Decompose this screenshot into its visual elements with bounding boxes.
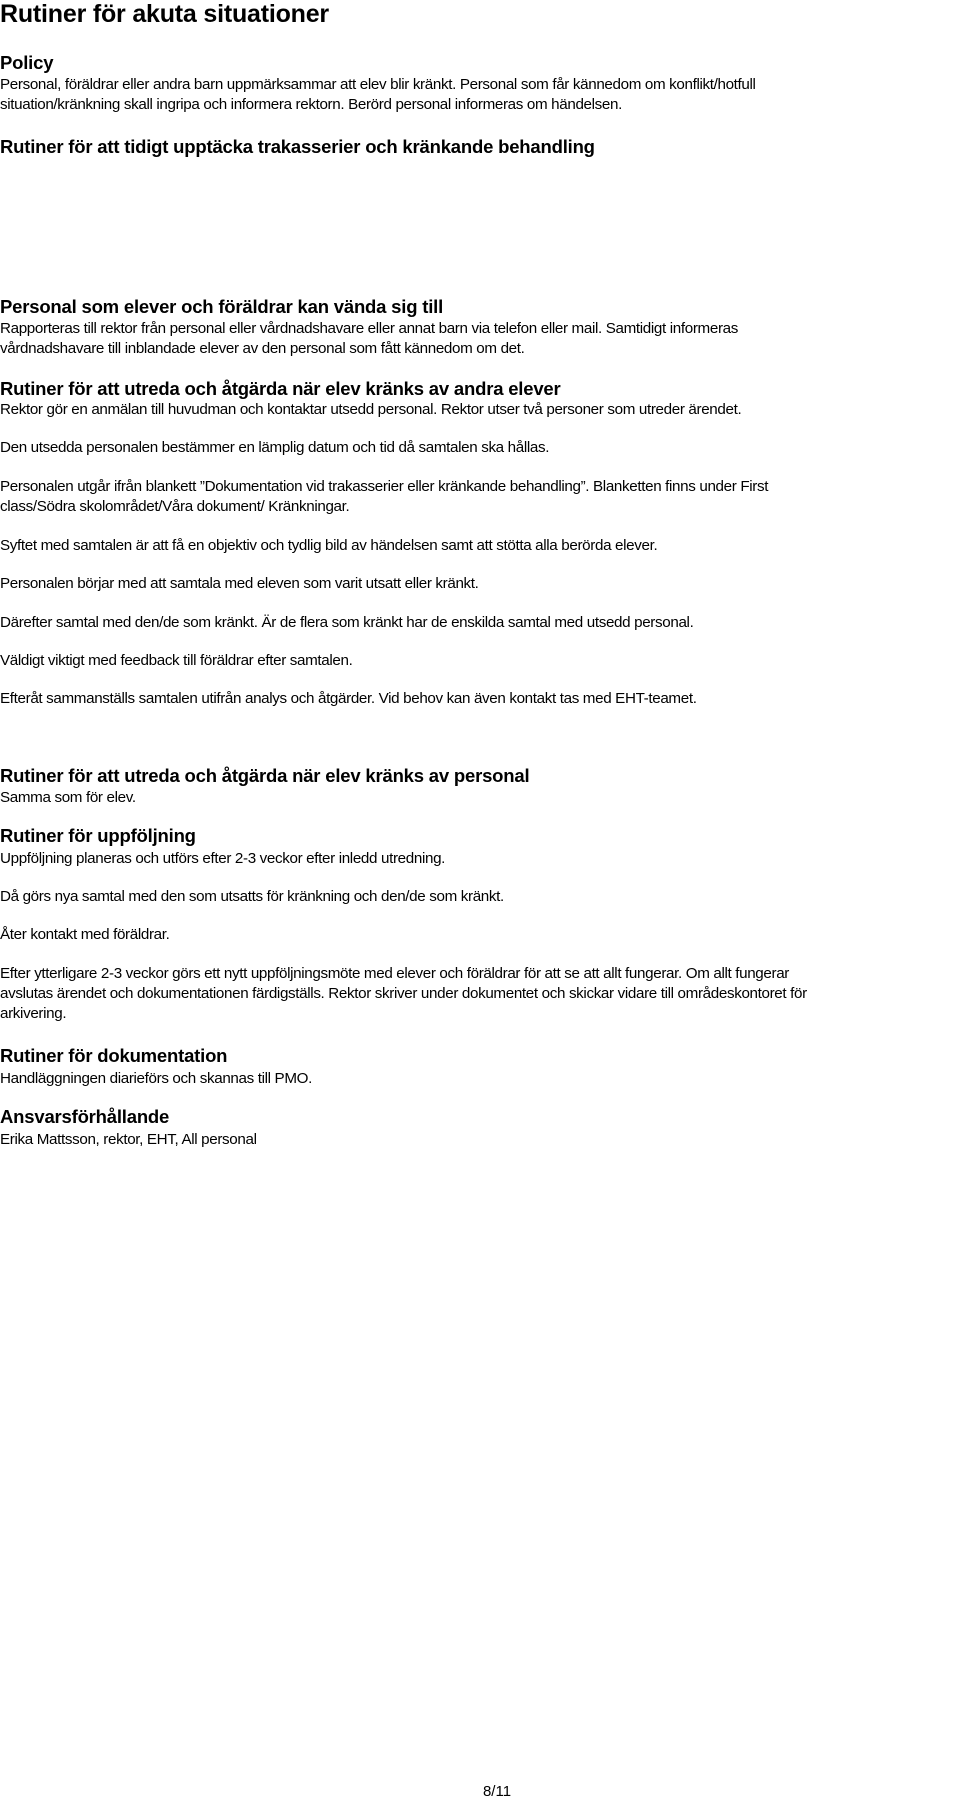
policy-line: Personal, föräldrar eller andra barn uppmärksammar att elev blir kränkt. Personal som får kännedom om konflikt/hotfull xyxy=(0,76,756,93)
investigate-students-p1: Rektor gör en anmälan till huvudman och kontaktar utsedd personal. Rektor utser två personer som utreder ärendet. xyxy=(0,401,742,418)
investigate-staff-p1: Samma som för elev. xyxy=(0,789,136,806)
investigate-students-p3-line: class/Södra skolområdet/Våra dokument/ Kränkningar. xyxy=(0,498,350,515)
follow-up-p3: Åter kontakt med föräldrar. xyxy=(0,926,170,943)
responsibility-heading: Ansvarsförhållande xyxy=(0,1106,170,1127)
investigate-students-p4: Syftet med samtalen är att få en objektiv och tydlig bild av händelsen samt att stötta alla berörda elever. xyxy=(0,537,658,554)
contact-line: vårdnadshavare till inblandade elever av den personal som fått kännedom om det. xyxy=(0,340,525,357)
contact-line: Rapporteras till rektor från personal eller vårdnadshavare eller annat barn via telefon eller mail. Samtidigt informeras xyxy=(0,320,739,337)
follow-up-heading: Rutiner för uppföljning xyxy=(0,825,196,846)
follow-up-p4-line: Efter ytterligare 2-3 veckor görs ett nytt uppföljningsmöte med elever och föräldrar för att se att allt fungerar. Om allt fungerar xyxy=(0,965,790,982)
page-number: 8/11 xyxy=(482,1783,512,1800)
responsibility-p1: Erika Mattsson, rektor, EHT, All personal xyxy=(0,1131,257,1148)
contact-text xyxy=(0,319,738,359)
follow-up-p4-line: avslutas ärendet och dokumentationen färdigställs. Rektor skriver under dokumentet och skickar vidare till områdeskontoret för xyxy=(0,985,807,1002)
investigate-students-p3 xyxy=(0,477,768,517)
investigate-staff-heading: Rutiner för att utreda och åtgärda när elev kränks av personal xyxy=(0,765,530,786)
early-detection-heading: Rutiner för att tidigt upptäcka trakasserier och kränkande behandling xyxy=(0,136,595,157)
follow-up-p1: Uppföljning planeras och utförs efter 2-3 veckor efter inledd utredning. xyxy=(0,850,446,867)
investigate-students-heading: Rutiner för att utreda och åtgärda när elev kränks av andra elever xyxy=(0,378,561,399)
follow-up-p2: Då görs nya samtal med den som utsatts för kränkning och den/de som kränkt. xyxy=(0,888,504,905)
follow-up-p4-line: arkivering. xyxy=(0,1005,67,1022)
investigate-students-p7: Väldigt viktigt med feedback till föräldrar efter samtalen. xyxy=(0,652,353,669)
page-title: Rutiner för akuta situationer xyxy=(0,0,329,28)
policy-text xyxy=(0,75,756,115)
investigate-students-p3-line: Personalen utgår ifrån blankett ”Dokumentation vid trakasserier eller kränkande behandling”. Blanketten finns under First xyxy=(0,478,769,495)
documentation-heading: Rutiner för dokumentation xyxy=(0,1045,228,1066)
investigate-students-p6: Därefter samtal med den/de som kränkt. Är de flera som kränkt har de enskilda samtal med utsedd personal. xyxy=(0,614,694,631)
investigate-students-p5: Personalen börjar med att samtala med eleven som varit utsatt eller kränkt. xyxy=(0,575,479,592)
documentation-p1: Handläggningen diarieförs och skannas till PMO. xyxy=(0,1070,312,1087)
policy-line: situation/kränkning skall ingripa och informera rektorn. Berörd personal informeras om händelsen. xyxy=(0,96,622,113)
investigate-students-p2: Den utsedda personalen bestämmer en lämplig datum och tid då samtalen ska hållas. xyxy=(0,439,550,456)
policy-heading: Policy xyxy=(0,52,54,73)
investigate-students-p8: Efteråt sammanställs samtalen utifrån analys och åtgärder. Vid behov kan även kontakt tas med EHT-teamet. xyxy=(0,690,697,707)
follow-up-p4 xyxy=(0,964,807,1024)
contact-heading: Personal som elever och föräldrar kan vända sig till xyxy=(0,296,444,317)
